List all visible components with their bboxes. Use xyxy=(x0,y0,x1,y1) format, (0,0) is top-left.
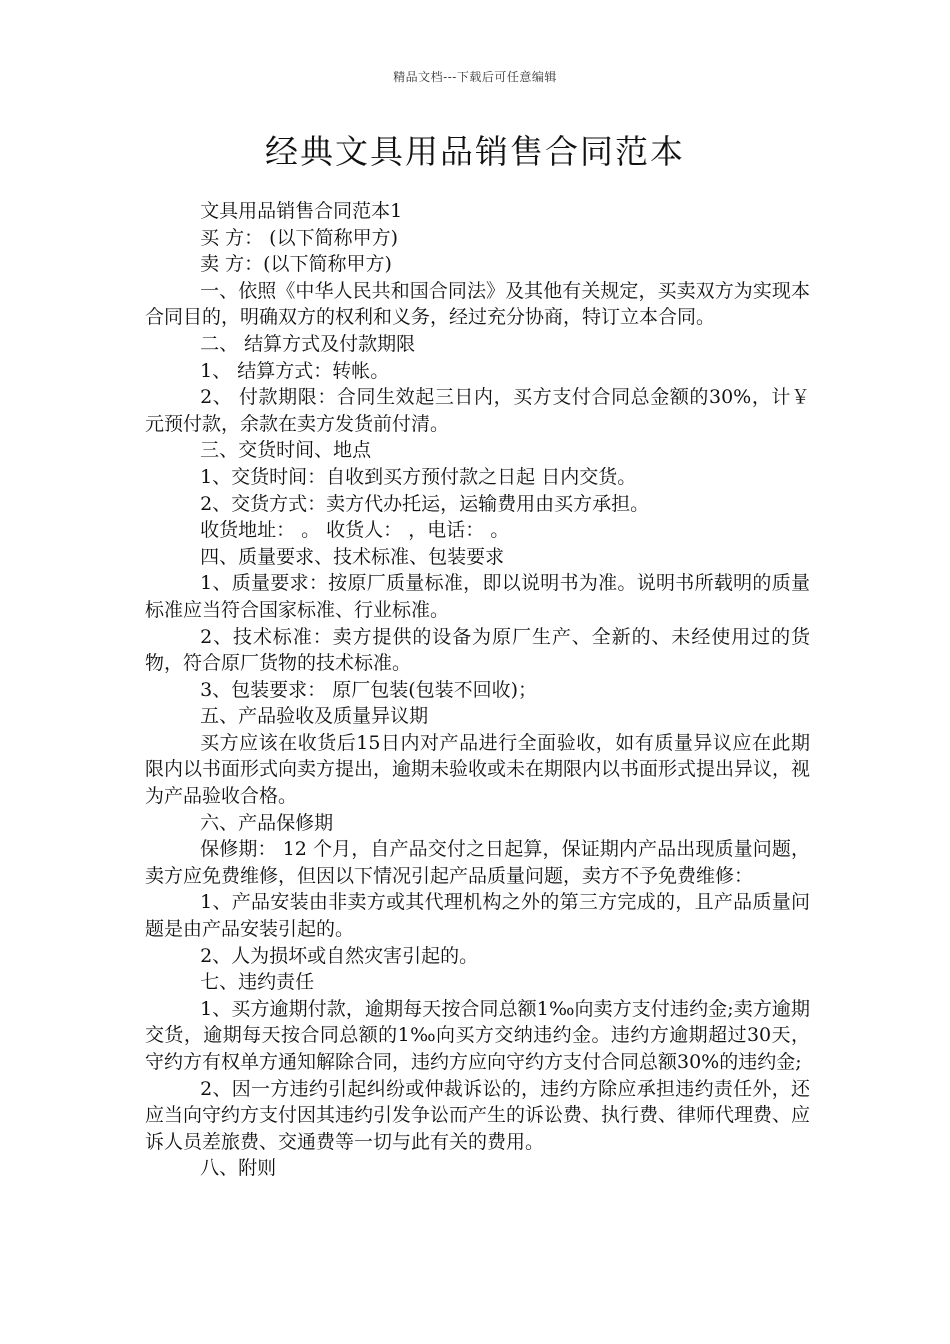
paragraph: 文具用品销售合同范本1 xyxy=(200,200,403,222)
paragraph: 2、技术标准：卖方提供的设备为原厂生产、全新的、未经使用过的货物，符合原厂货物的技术标准。 xyxy=(145,625,810,675)
paragraph: 2、人为损坏或自然灾害引起的。 xyxy=(200,944,479,967)
paragraph: 六、产品保修期 xyxy=(200,811,334,834)
paragraph: 1、 结算方式：转帐。 xyxy=(200,359,390,382)
paragraph: 三、交货时间、地点 xyxy=(200,439,372,462)
paragraph: 1、产品安装由非卖方或其代理机构之外的第三方完成的，且产品质量问题是由产品安装引起的。 xyxy=(145,891,810,941)
paragraph: 买方应该在收货后15日内对产品进行全面验收，如有质量异议应在此期限内以书面形式向卖方提出，逾期未验收或未在期限内以书面形式提出异议，视为产品验收合格。 xyxy=(145,731,811,808)
paragraph: 保修期： 12 个月，自产品交付之日起算，保证期内产品出现质量问题，卖方应免费维修，但因以下情况引起产品质量问题，卖方不予免费维修： xyxy=(145,838,810,887)
paragraph: 2、交货方式：卖方代办托运，运输费用由买方承担。 xyxy=(200,492,650,515)
paragraph: 七、违约责任 xyxy=(200,971,315,994)
paragraph: 二、 结算方式及付款期限 xyxy=(200,332,416,355)
paragraph: 四、质量要求、技术标准、包装要求 xyxy=(200,545,505,568)
paragraph: 3、包装要求： 原厂包装(包装不回收)； xyxy=(200,678,538,701)
paragraph: 2、 付款期限：合同生效起三日内，买方支付合同总金额的30%，计￥ 元预付款，余款在卖方发货前付清。 xyxy=(145,386,810,435)
paragraph: 买 方： (以下简称甲方) xyxy=(200,226,398,249)
paragraph: 八、附则 xyxy=(200,1157,277,1180)
paragraph: 收货地址： 。 收货人： ，电话： 。 xyxy=(200,519,510,542)
paragraph: 1、买方逾期付款，逾期每天按合同总额1‰向卖方支付违约金;卖方逾期交货，逾期每天按合同总额的1‰向买方交纳违约金。违约方逾期超过30天，守约方有权单方通知解除合同，违约方应向守约方支付合同总额30%的违约金; xyxy=(145,997,810,1073)
paragraph: 2、因一方违约引起纠纷或仲裁诉讼的，违约方除应承担违约责任外，还应当向守约方支付因其违约引发争讼而产生的诉讼费、执行费、律师代理费、应诉人员差旅费、交通费等一切与此有关的费用。 xyxy=(145,1077,811,1153)
paragraph: 1、质量要求：按原厂质量标准，即以说明书为准。说明书所载明的质量标准应当符合国家标准、行业标准。 xyxy=(145,572,810,621)
document-body xyxy=(145,198,810,1182)
paragraph: 卖 方：(以下简称甲方) xyxy=(200,253,392,276)
document-title: 经典文具用品销售合同范本 xyxy=(265,132,685,171)
paragraph: 五、产品验收及质量异议期 xyxy=(200,705,429,728)
paragraph: 一、依照《中华人民共和国合同法》及其他有关规定，买卖双方为实现本合同目的，明确双方的权利和义务，经过充分协商，特订立本合同。 xyxy=(145,279,810,329)
paragraph: 1、交货时间：自收到买方预付款之日起 日内交货。 xyxy=(200,465,637,488)
header-note: 精品文档---下载后可任意编辑 xyxy=(393,70,557,84)
